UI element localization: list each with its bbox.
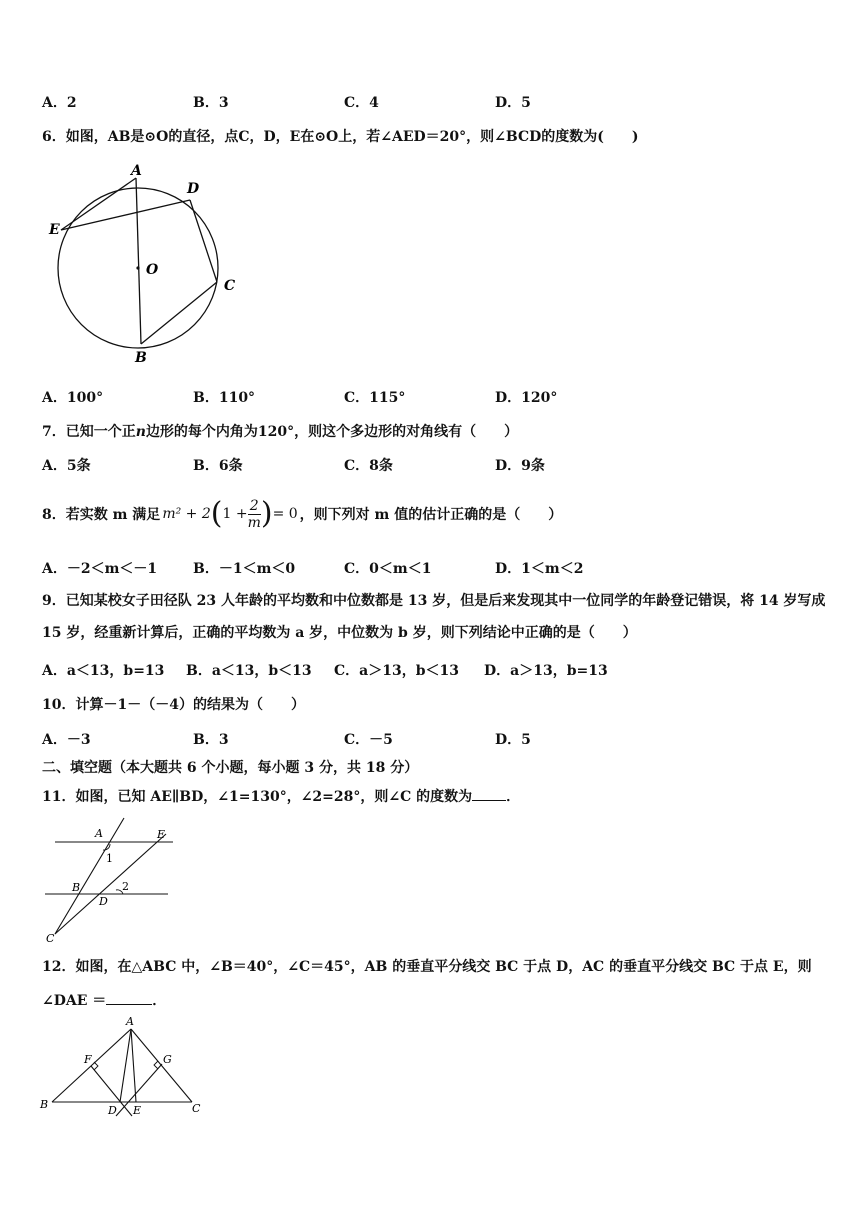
q10-question: 10．计算－1－（－4）的结果为（ ） [42, 697, 305, 713]
q12-end: ． [152, 993, 167, 1009]
q8-formula-c: = 0 [272, 506, 298, 522]
right-angle-g [154, 1061, 158, 1069]
q6-option-a: A．100° [42, 390, 104, 406]
q9-option-a: A．a＜13，b=13 [42, 663, 165, 679]
q8-option-b: B．－1＜m＜0 [193, 561, 296, 577]
q6-circle-figure [40, 160, 250, 370]
section-2-heading: 二、填空题（本大题共 6 个小题，每小题 3 分，共 18 分） [42, 760, 419, 776]
q12-text: 12．如图，在△ABC 中，∠B＝40°，∠C＝45°，AB 的垂直平分线交 BC 于点 D，AC 的垂直平分线交 BC 于点 E，则∠DAE ＝ [42, 959, 812, 1009]
q5-option-a: A．2 [42, 95, 77, 111]
label-d: D [99, 895, 108, 908]
q6-option-b: B．110° [193, 390, 256, 406]
q11-parallel-figure [40, 822, 180, 948]
q9-option-d: D．a＞13，b=13 [484, 663, 608, 679]
q8-formula-a: m² + 2 [162, 506, 211, 522]
segment-ae [61, 178, 136, 230]
center-point [136, 266, 139, 269]
q8-option-c: C．0＜m＜1 [344, 561, 432, 577]
q5-option-b: B．3 [193, 95, 229, 111]
label-a: A [131, 163, 142, 179]
q10-option-c: C．－5 [344, 732, 393, 748]
q9-option-c: C．a＞13，b＜13 [334, 663, 459, 679]
label-a: A [126, 1015, 134, 1028]
segment-ab [136, 178, 141, 344]
q6-option-d: D．120° [495, 390, 558, 406]
q11-answer-blank[interactable] [472, 786, 506, 801]
q8-fraction [248, 498, 261, 531]
right-angle-f [94, 1062, 98, 1070]
label-c: C [192, 1102, 201, 1115]
label-b: B [72, 881, 81, 894]
segment-ac [131, 1029, 192, 1102]
q7-var-n: n [135, 424, 146, 440]
q7-option-c: C．8条 [344, 458, 393, 474]
q10-option-d: D．5 [495, 732, 531, 748]
q11-text: 11．如图，已知 AE∥BD，∠1=130°，∠2=28°，则∠C 的度数为 [42, 789, 473, 805]
q8-question [42, 494, 562, 534]
line-ca [55, 818, 124, 934]
label-b: B [135, 350, 147, 366]
q12-triangle-figure [36, 1014, 216, 1124]
q10-option-b: B．3 [193, 732, 229, 748]
q8-paren-open: ( [210, 496, 223, 531]
q9-question: 9．已知某校女子田径队 23 人年龄的平均数和中位数都是 13 岁，但是后来发现其中一位同学的年龄登记错误，将 14 岁写成 15 岁，经重新计算后，正确的平均数为 a 岁，中位数为 b 岁，则下列结论中正确的是（ ） [42, 593, 826, 641]
label-e: E [133, 1104, 142, 1117]
label-e: E [49, 222, 60, 238]
label-c: C [46, 932, 55, 945]
q11-question [42, 786, 520, 806]
label-a: A [95, 827, 103, 840]
q8-formula-b: 1 + [222, 506, 248, 522]
label-o: O [146, 262, 159, 278]
q8-formula [162, 498, 297, 531]
q8-text-before: 8．若实数 m 满足 [42, 507, 161, 523]
q8-option-a: A．－2＜m＜－1 [42, 561, 158, 577]
label-d: D [108, 1104, 117, 1117]
segment-cb [141, 282, 217, 344]
q8-paren-close: ) [260, 496, 273, 531]
q7-option-d: D．9条 [495, 458, 545, 474]
label-angle-2: 2 [122, 880, 129, 893]
q7-option-a: A．5条 [42, 458, 91, 474]
q10-option-a: A．－3 [42, 732, 91, 748]
segment-ed [61, 200, 190, 230]
q9-option-b: B．a＜13，b＜13 [186, 663, 312, 679]
label-c: C [224, 278, 236, 294]
q7-text-after: 边形的每个内角为120°，则这个多边形的对角线有（ ） [145, 424, 519, 440]
segment-ae [131, 1029, 136, 1102]
q8-frac-numerator: 2 [248, 498, 261, 515]
q6-question: 6．如图，AB是⊙O的直径，点C，D，E在⊙O上，若∠AED＝20°，则∠BCD的度数为( ) [42, 129, 639, 145]
label-b: B [40, 1098, 49, 1111]
label-angle-1: 1 [106, 852, 113, 865]
label-e: E [157, 828, 166, 841]
q7-text-before: 7．已知一个正 [42, 424, 136, 440]
label-g: G [163, 1053, 172, 1066]
q8-frac-denominator: m [247, 514, 261, 531]
label-d: D [187, 181, 200, 197]
q12-answer-blank[interactable] [106, 990, 152, 1005]
segment-ad [120, 1029, 131, 1102]
q6-option-c: C．115° [344, 390, 406, 406]
label-f: F [84, 1053, 92, 1066]
q5-option-c: C．4 [344, 95, 379, 111]
q8-text-after: ，则下列对 m 值的估计正确的是（ ） [299, 507, 563, 523]
q11-end: ． [506, 789, 521, 805]
q7-question [42, 421, 518, 441]
q12-question [42, 950, 832, 1018]
q7-option-b: B．6条 [193, 458, 243, 474]
q8-option-d: D．1＜m＜2 [495, 561, 584, 577]
q5-option-d: D．5 [495, 95, 531, 111]
